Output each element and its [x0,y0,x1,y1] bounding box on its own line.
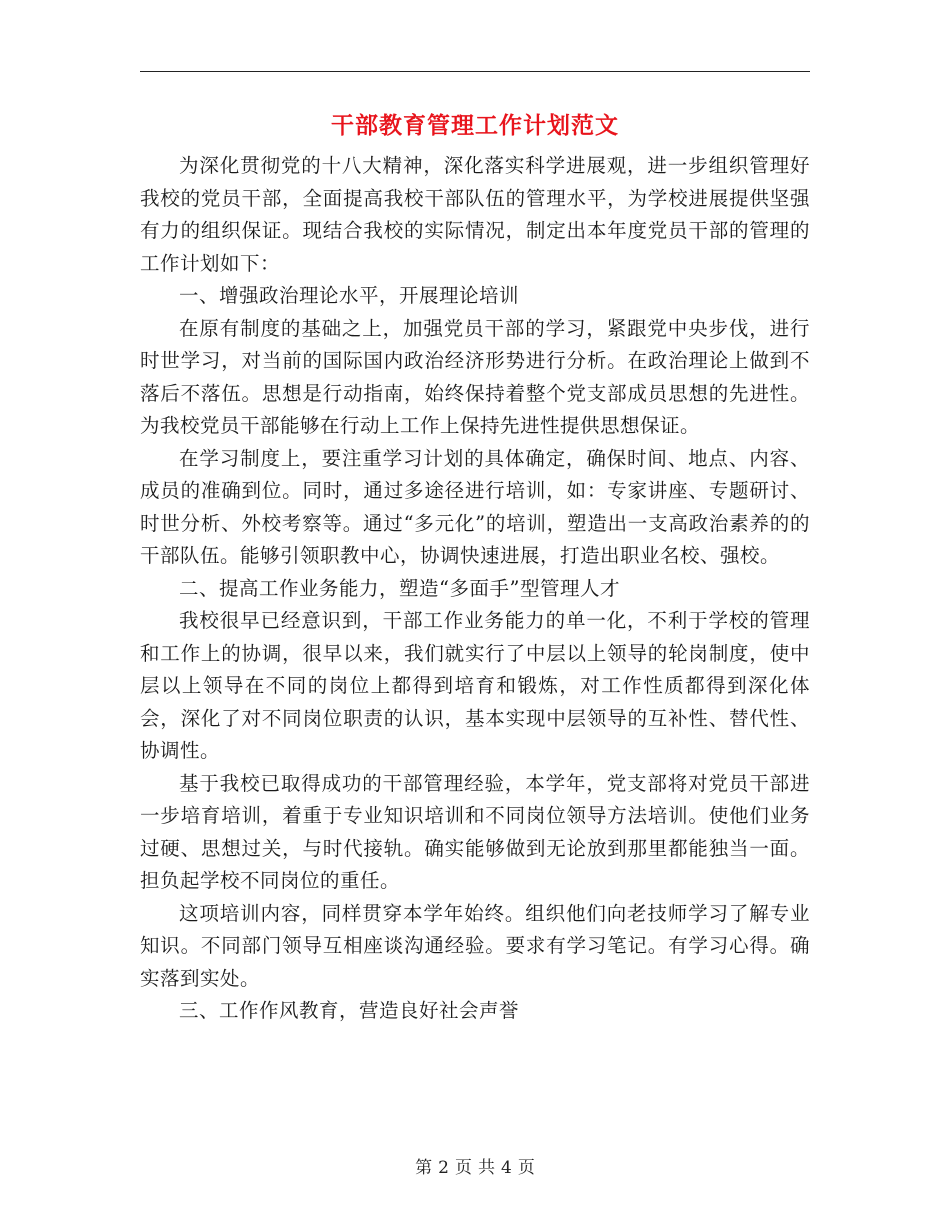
current-page-number: 2 [438,1158,449,1178]
section-heading-3: 三、工作作风教育，营造良好社会声誉 [179,999,520,1022]
document-title: 干部教育管理工作计划范文 [331,112,619,139]
footer-page-word: 页 [455,1158,472,1178]
header-rule [140,71,810,72]
page-footer [0,1153,950,1178]
paragraph: 这项培训内容，同样贯穿本学年始终。组织他们向老技师学习了解专业知识。不同部门领导互相座谈沟通经验。要求有学习笔记。有学习心得。确实落到实处。 [140,901,810,990]
footer-total-prefix: 共 [478,1158,495,1178]
paragraph: 在原有制度的基础之上，加强党员干部的学习，紧跟党中央步伐，进行时世学习，对当前的国际国内政治经济形势进行分析。在政治理论上做到不落后不落伍。思想是行动指南，始终保持着整个党支部成员思想的先进性。为我校党员干部能够在行动上工作上保持先进性提供思想保证。 [140,316,810,437]
paragraph: 基于我校已取得成功的干部管理经验，本学年，党支部将对党员干部进一步培育培训，着重于专业知识培训和不同岗位领导方法培训。使他们业务过硬、思想过关，与时代接轨。确实能够做到无论放到那里都能独当一面。担负起学校不同岗位的重任。 [140,771,810,892]
footer-total-suffix: 页 [517,1158,535,1178]
document-body [140,150,810,1028]
paragraph: 在学习制度上，要注重学习计划的具体确定，确保时间、地点、内容、成员的准确到位。同时，通过多途径进行培训，如：专家讲座、专题研讨、时世分析、外校考察等。通过“多元化”的培训，塑造出一支高政治素养的的干部队伍。能够引领职教中心，协调快速进展，打造出职业名校、强校。 [140,446,810,567]
section-heading-1: 一、增强政治理论水平，开展理论培训 [179,284,520,307]
paragraph: 我校很早已经意识到，干部工作业务能力的单一化，不利于学校的管理和工作上的协调，很早以来，我们就实行了中层以上领导的轮岗制度，使中层以上领导在不同的岗位上都得到培育和锻炼，对工作性质都得到深化体会，深化了对不同岗位职责的认识，基本实现中层领导的互补性、替代性、协调性。 [140,609,810,762]
footer-prefix: 第 [415,1158,433,1178]
paragraph-intro: 为深化贯彻党的十八大精神，深化落实科学进展观，进一步组织管理好我校的党员干部，全面提高我校干部队伍的管理水平，为学校进展提供坚强有力的组织保证。现结合我校的实际情况，制定出本年度党员干部的管理的工作计划如下： [140,154,810,275]
section-heading-2: 二、提高工作业务能力，塑造“多面手”型管理人才 [179,576,620,600]
total-page-number: 4 [501,1158,512,1178]
